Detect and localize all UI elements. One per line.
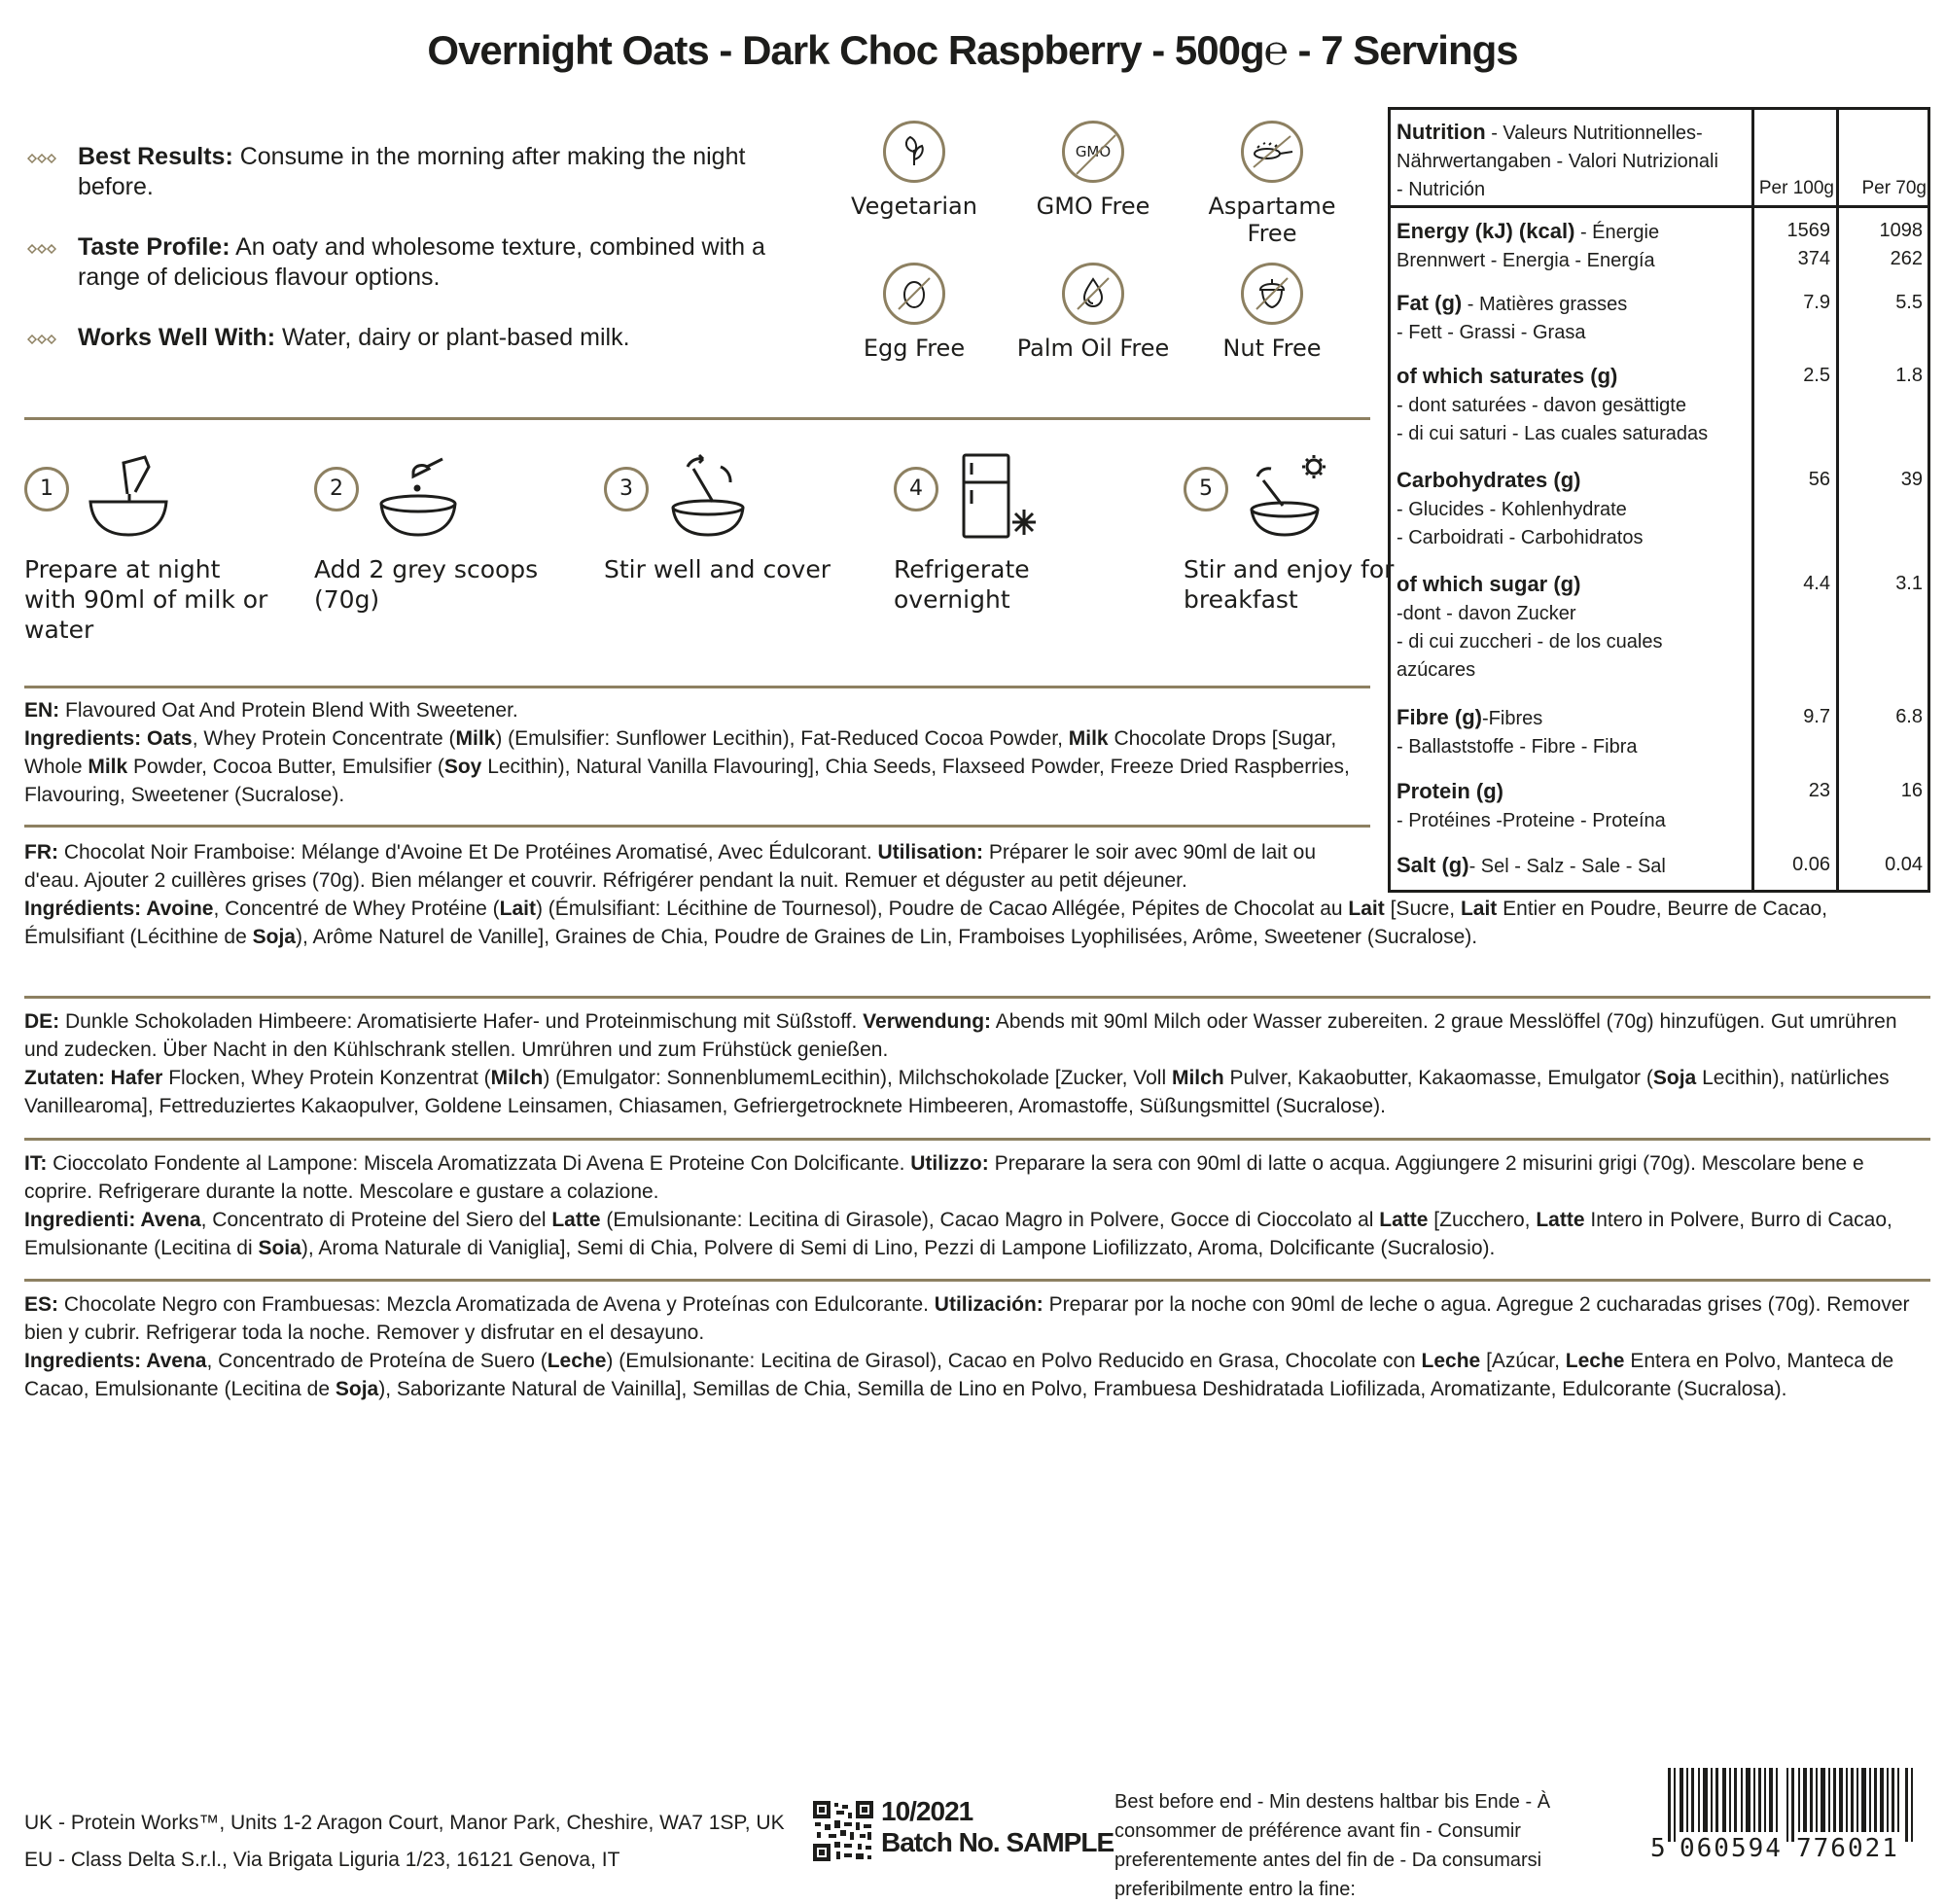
nutrition-header: Nutrition - Valeurs Nutritionnelles- Nährwertangaben - Valori Nutrizionali - Nutrición [1397, 120, 1718, 200]
diamonds-bullet-icon [27, 244, 56, 254]
saturates-per-100g: 2.5 [1803, 365, 1830, 386]
salt-per-70g: 0.04 [1885, 854, 1923, 875]
divider [24, 825, 1370, 828]
sun-bowl-icon [1244, 453, 1331, 541]
batch-info: 10/2021 Batch No. SAMPLE [881, 1796, 1114, 1857]
barcode: 5 060594 776021 [1650, 1768, 1930, 1865]
badge-nut-free: Nut Free [1183, 263, 1362, 362]
nutrition-row-salt: Salt (g)- Sel - Salz - Sale - Sal [1397, 853, 1666, 877]
info-list [27, 142, 766, 383]
fibre-per-100g: 9.7 [1803, 706, 1830, 727]
stir-bowl-icon [664, 453, 752, 541]
nutrition-row-sugar: of which sugar (g) -dont - davon Zucker - di cui zuccheri - de los cuales azúcares [1397, 572, 1663, 681]
text-block-en: EN: Flavoured Oat And Protein Blend With Sweetener. Ingredients: Oats, Whey Protein Concentrate (Milk) (Emulsifier: Sunflower Lecithin), Fat-Reduced Cocoa Powder, Milk Chocolate Drops [Sugar, Whole Milk Powder, Cocoa Butter, Emulsifier (Soy Lecithin), Natural Vanilla Flavouring], Chia Seeds, Flaxseed Powder, Freeze Dried Raspberries, Flavouring, Sweetener (Sucralose). [24, 699, 1350, 806]
fibre-per-70g: 6.8 [1895, 706, 1923, 727]
gmo-free-icon: GMO [1062, 121, 1124, 183]
acorn-icon [1241, 263, 1303, 325]
diamonds-bullet-icon [27, 335, 56, 344]
badge-aspartame-free: Aspartame Free [1183, 121, 1362, 247]
badge-vegetarian: Vegetarian [825, 121, 1004, 220]
sugar-per-100g: 4.4 [1803, 573, 1830, 594]
diamonds-bullet-icon [27, 154, 56, 163]
protein-per-100g: 23 [1808, 780, 1830, 801]
page-title: Overnight Oats - Dark Choc Raspberry - 500g℮ - 7 Servings [427, 27, 1518, 73]
protein-per-70g: 16 [1900, 780, 1923, 801]
leaf-icon [883, 121, 945, 183]
nutrition-row-carbohydrates: Carbohydrates (g) - Glucides - Kohlenhydrate - Carboidrati - Carbohidratos [1397, 468, 1644, 548]
badge-palm-oil-free: Palm Oil Free [1004, 263, 1183, 362]
nutrition-row-saturates: of which saturates (g) - dont saturées - davon gesättigte - di cui saturi - Las cuales saturadas [1397, 364, 1709, 444]
salt-per-100g: 0.06 [1792, 854, 1830, 875]
info-taste-profile: Taste Profile: An oaty and wholesome texture, combined with a range of delicious flavour options. [27, 232, 766, 293]
energy-per-70g: 1098 262 [1879, 220, 1923, 269]
energy-per-100g: 1569 374 [1786, 220, 1830, 269]
best-before-text: Best before end - Min destens haltbar bis Ende - À consommer de préférence avant fin - Consumir preferentemente antes del fin de - Da consumarsi preferibilmente entro la fine: [1114, 1791, 1551, 1900]
fat-per-100g: 7.9 [1803, 292, 1830, 313]
info-best-results: Best Results: Consume in the morning after making the night before. [27, 142, 766, 202]
divider [24, 1279, 1930, 1282]
barcode-icon [1650, 1768, 1930, 1842]
qr-code-icon [813, 1801, 873, 1861]
saturates-per-70g: 1.8 [1895, 365, 1923, 386]
text-block-it: IT: Cioccolato Fondente al Lampone: Miscela Aromatizzata Di Avena E Proteine Con Dolcificante. Utilizzo: Preparare la sera con 90ml di latte o acqua. Aggiungere 2 misurini grigi (70g). Mescolare bene e coprire. Refrigerare durante la notte. Mescolare e gustare a colazione. Ingredienti: Avena, Concentrato di Proteine del Siero del Latte (Emulsionante: Lecitina di Girasole), Cacao Magro in Polvere, Gocce di Cioccolato al Latte [Zucchero, Latte Intero in Polvere, Burro di Cacao, Emulsionante (Lecitina di Soia), Aroma Naturale di Vaniglia], Semi di Chia, Polvere di Semi di Lino, Pezzi di Lampone Liofilizzato, Aroma, Dolcificante (Sucralosio). [24, 1152, 1892, 1259]
egg-icon [883, 263, 945, 325]
nutrition-row-protein: Protein (g) - Protéines -Proteine - Proteína [1397, 779, 1666, 831]
manufacturer-address: UK - Protein Works™, Units 1-2 Aragon Court, Manor Park, Cheshire, WA7 1SP, UK EU - Class Delta S.r.l., Via Brigata Liguria 1/23, 16121 Genova, IT [24, 1812, 785, 1871]
text-block-de: DE: Dunkle Schokoladen Himbeere: Aromatisierte Hafer- und Proteinmischung mit Süßstoff. Verwendung: Abends mit 90ml Milch oder Wasser zubereiten. 2 graue Messlöffel (70g) hinzufügen. Gut umrühren und zudecken. Über Nacht in den Kühlschrank stellen. Umrühren und zum Frühstück genießen. Zutaten: Hafer Flocken, Whey Protein Konzentrat (Milch) (Emulgator: SonnenblumemLecithin), Milchschokolade [Zucker, Voll Milch Pulver, Kakaobutter, Kakaomasse, Emulgator (Soja Lecithin), natürliches Vanillearoma], Fettreduziertes Kakaopulver, Goldene Leinsamen, Chiasamen, Gefriergetrocknete Himbeeren, Aromastoffe, Süßungsmittel (Sucralose). [24, 1010, 1897, 1117]
nutrition-row-fibre: Fibre (g)-Fibres - Ballaststoffe - Fibre - Fibra [1397, 705, 1638, 758]
divider [24, 686, 1370, 688]
divider [24, 996, 1930, 999]
nutrition-table [1388, 107, 1930, 893]
badge-gmo-free: GMO GMO Free [1004, 121, 1183, 220]
fat-per-70g: 5.5 [1895, 292, 1923, 313]
scoop-bowl-icon [374, 453, 462, 541]
sugar-per-70g: 3.1 [1895, 573, 1923, 594]
divider [24, 417, 1370, 420]
carbohydrates-per-100g: 56 [1808, 469, 1830, 490]
info-works-well-with: Works Well With: Water, dairy or plant-based milk. [27, 323, 766, 353]
nutrition-row-energy: Energy (kJ) (kcal) - Énergie Brennwert - Energia - Energía [1397, 219, 1660, 271]
text-block-es: ES: Chocolate Negro con Frambuesas: Mezcla Aromatizada de Avena y Proteínas con Edulcorante. Utilización: Preparar por la noche con 90ml de leche o agua. Agregue 2 cucharadas grises (70g). Remover bien y cubrir. Refrigerar toda la noche. Remover y disfrutar en el desayuno. Ingredients: Avena, Concentrado de Proteína de Suero (Leche) (Emulsionante: Lecitina de Girasol), Cacao en Polvo Reducido en Grasa, Chocolate con Leche [Azúcar, Leche Entera en Polvo, Manteca de Cacao, Emulsionante (Lecitina de Soja), Saborizante Natural de Vainilla], Semillas de Chia, Semilla de Lino en Polvo, Frambuesa Deshidratada Liofilizada, Aromatizante, Edulcorante (Sucralosa). [24, 1293, 1910, 1400]
col-header-per-100g: Per 100g [1758, 178, 1834, 198]
oil-drop-icon [1062, 263, 1124, 325]
pour-bowl-icon [85, 453, 172, 541]
badge-egg-free: Egg Free [825, 263, 1004, 362]
nutrition-row-fat: Fat (g) - Matières grasses - Fett - Grassi - Grasa [1397, 291, 1628, 343]
carbohydrates-per-70g: 39 [1900, 469, 1923, 490]
text-block-fr: FR: Chocolat Noir Framboise: Mélange d'Avoine Et De Protéines Aromatisé, Avec Édulcorant. Utilisation: Préparer le soir avec 90ml de lait ou d'eau. Ajouter 2 cuillères grises (70g). Bien mélanger et couvrir. Réfrigérer pendant la nuit. Remuer et déguster au petit déjeuner. Ingrédients: Avoine, Concentré de Whey Protéine (Lait) (Émulsifiant: Lécithine de Tournesol), Poudre de Cacao Allégée, Pépites de Chocolat au Lait [Sucre, Lait Entier en Poudre, Beurre de Cacao, Émulsifiant (Lécithine de Soja), Arôme Naturel de Vanille], Graines de Chia, Poudre de Graines de Lin, Framboises Lyophilisées, Arôme, Sweetener (Sucralose). [24, 841, 1828, 948]
fridge-icon [954, 453, 1042, 541]
col-header-per-70g: Per 70g [1861, 178, 1927, 198]
divider [24, 1138, 1930, 1141]
spoon-sweetener-icon [1241, 121, 1303, 183]
